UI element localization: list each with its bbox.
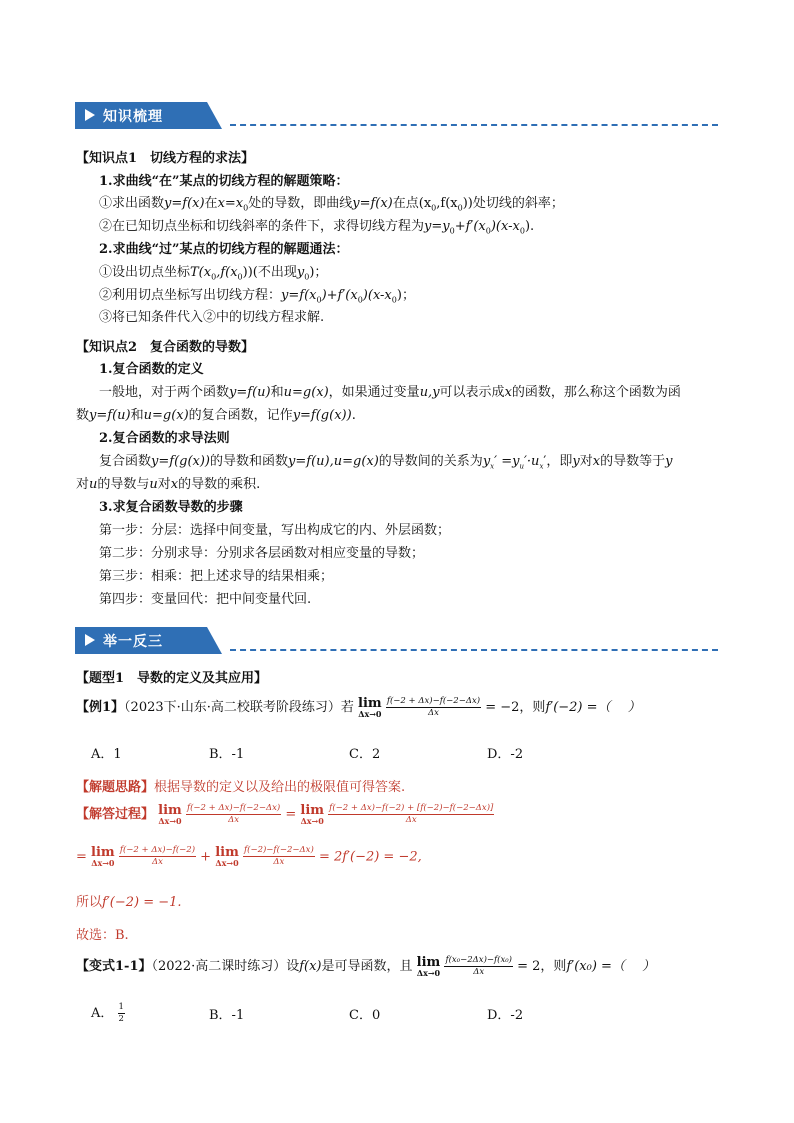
kp2-step1: 第一步：分层：选择中间变量，写出构成它的内、外层函数； xyxy=(99,523,451,538)
kp1-sub2: 2.求曲线“过”某点的切线方程的解题通法： xyxy=(99,242,349,257)
kp1-line4: ②利用切点坐标写出切线方程：$y=f(x_0)+f'(x_0)(x-x_0)$； xyxy=(99,288,415,305)
section-banner-knowledge xyxy=(75,102,222,129)
kp1-line3: ①设出切点坐标$T(x_0,f(x_0))$(不出现$y_0$)； xyxy=(99,265,328,282)
option-b[interactable]: B．-1 xyxy=(209,1008,245,1023)
option-d[interactable]: D．-2 xyxy=(487,1008,524,1023)
example1-stem: 【例1】（2023下·山东·高二校联考阶段练习）若 lim Δx→0 $\frac{f(-2 + \Delta x)-f(-2-\Delta x)}{\Delta x}$ = −2，则f′(−2) =（ ） xyxy=(76,695,641,719)
kp2-sub2: 2.复合函数的求导法则 xyxy=(99,431,230,446)
kp2-para4: 对u的导数与u对x的导数的乘积. xyxy=(76,477,261,492)
play-triangle-icon xyxy=(85,634,95,646)
kp2-para3: 复合函数y=f(g(x))的导数和函数y=f(u),u=g(x)的导数间的关系为$y_x' =y_u'\cdot u_x'$，即y对x的导数等于y xyxy=(99,454,673,471)
option-a[interactable]: A．1 xyxy=(91,747,122,762)
option-d[interactable]: D．-2 xyxy=(487,747,524,762)
kp2-step4: 第四步：变量回代：把中间变量代回. xyxy=(99,592,312,607)
dashed-divider xyxy=(230,124,718,126)
option-a[interactable]: A． $\frac{1}{2}$ xyxy=(91,1001,124,1024)
solution-process-line1: 【解答过程】 lim Δx→0 $\frac{f(-2 + \Delta x)-f(-2-\Delta x)}{\Delta x}$ = lim Δx→0 $\frac{f(-2 + \Delta x)-f(-2) + [f(-2)-f(-2-\Delta x)]}{\Delta x}$ xyxy=(76,802,494,826)
question-type-header: 【题型1 导数的定义及其应用】 xyxy=(76,671,268,686)
kp2-step3: 第三步：相乘：把上述求导的结果相乘； xyxy=(99,569,334,584)
dashed-divider xyxy=(230,649,718,651)
kp1-header: 【知识点1 切线方程的求法】 xyxy=(76,151,255,166)
kp2-para2: 数y=f(u)和u=g(x)的复合函数，记作y=f(g(x)). xyxy=(76,408,356,423)
section-title: 知识梳理 xyxy=(103,109,163,125)
kp1-sub1: 1.求曲线“在”某点的切线方程的解题策略： xyxy=(99,174,349,189)
kp1-line1: ①求出函数y=f(x)在$x=x_0$处的导数，即曲线y=f(x)在点$(x_0,f(x_0))$处切线的斜率； xyxy=(99,196,564,213)
play-triangle-icon xyxy=(85,109,95,121)
solution-choice: 故选：B. xyxy=(76,928,129,943)
solution-idea: 【解题思路】根据导数的定义以及给出的极限值可得答案. xyxy=(76,780,406,795)
kp1-line5: ③将已知条件代入②中的切线方程求解. xyxy=(99,310,325,325)
option-c[interactable]: C．0 xyxy=(349,1008,381,1023)
solution-result: 所以f′(−2) = −1. xyxy=(76,895,182,910)
option-c[interactable]: C．2 xyxy=(349,747,381,762)
kp2-para1: 一般地，对于两个函数y=f(u)和u=g(x)，如果通过变量u,y可以表示成x的函数，那么称这个函数为函 xyxy=(99,385,681,400)
kp2-step2: 第二步：分别求导：分别求各层函数对相应变量的导数； xyxy=(99,546,425,561)
section-title: 举一反三 xyxy=(103,634,163,650)
kp2-header: 【知识点2 复合函数的导数】 xyxy=(76,340,255,355)
kp1-line2: ②在已知切点坐标和切线斜率的条件下，求得切线方程为$y=y_0+f'(x_0)(x-x_0)$. xyxy=(99,219,535,236)
solution-process-line2: = lim Δx→0 $\frac{f(-2 + \Delta x)-f(-2)}{\Delta x}$ + lim Δx→0 $\frac{f(-2)-f(-2-\Delta x)}{\Delta x}$ = 2f′(−2) = −2, xyxy=(76,845,422,869)
option-b[interactable]: B．-1 xyxy=(209,747,245,762)
kp2-sub1: 1.复合函数的定义 xyxy=(99,362,204,377)
variant1-stem: 【变式1-1】（2022·高二课时练习）设f(x)是可导函数，且 lim Δx→0 $\frac{\text{f(x₀−2Δx)−f(x₀)}}{\Delta x}$ = 2，则f′(x₀) =（ ） xyxy=(76,954,656,978)
kp2-sub3: 3.求复合函数导数的步骤 xyxy=(99,500,243,515)
section-banner-practice xyxy=(75,627,222,654)
